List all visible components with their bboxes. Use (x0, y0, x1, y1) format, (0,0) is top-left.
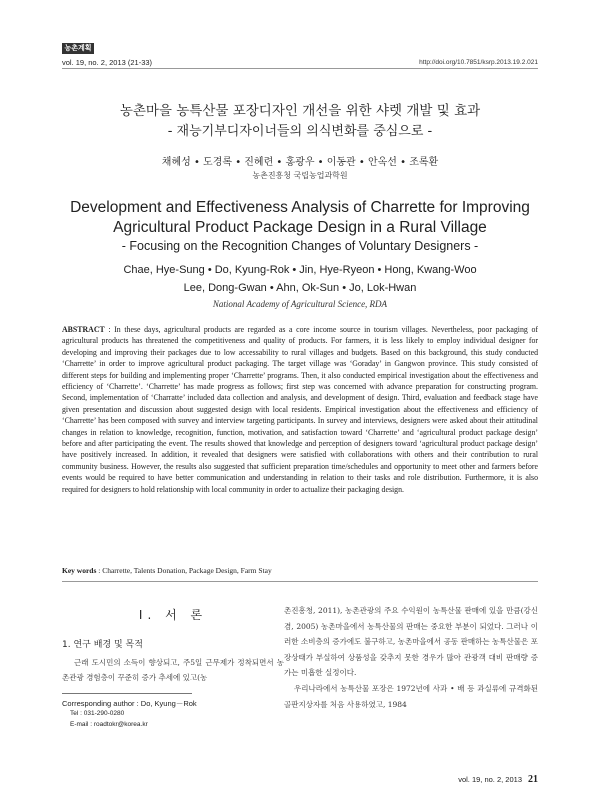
author-tel: Tel : 031-290-0280 (70, 710, 125, 717)
keywords-text: Charrette, Talents Donation, Package Design, Farm Stay (102, 566, 272, 575)
abstract-label: ABSTRACT (62, 325, 105, 334)
korean-authors: 채혜성 • 도경록 • 진혜련 • 홍광우 • 이동관 • 안옥선 • 조록환 (161, 157, 439, 168)
english-subtitle: - Focusing on the Recognition Changes of Voluntary Designers - (121, 239, 479, 253)
corresponding-author: Corresponding author : Do, Kyung－Rok (62, 699, 197, 708)
keywords: Key words : Charrette, Talents Donation, Package Design, Farm Stay (62, 566, 272, 575)
english-title-line2: Agricultural Product Package Design in a Rural Village (113, 219, 487, 236)
keywords-divider (62, 581, 538, 582)
keywords-label: Key words (62, 566, 97, 575)
journal-logo: 농촌계획 (62, 43, 94, 54)
section-heading: Ⅰ. 서 론 (138, 608, 208, 622)
doi-link[interactable]: http://doi.org/10.7851/ksrp.2013.19.2.021 (419, 59, 538, 66)
author-email[interactable]: E-mail : roadtokr@korea.kr (70, 721, 148, 728)
header-divider (62, 68, 538, 69)
subsection-heading: 1. 연구 배경 및 목적 (62, 640, 143, 650)
korean-affiliation: 농촌진흥청 국립농업과학원 (252, 171, 348, 180)
english-authors-line2: Lee, Dong-Gwan • Ahn, Ok-Sun • Jo, Lok-Hwan (183, 282, 417, 294)
page-number: 21 (528, 774, 538, 785)
right-column (284, 603, 538, 712)
footnote-divider (62, 693, 192, 694)
right-paragraph-1: 촌진흥청, 2011), 농촌관광의 주요 수익원이 농특산물 판매에 있을 만큼(강신겸, 2005) 농촌마을에서 농특산물의 판매는 중요한 부분이 되었다. 그러나 이러한 소비층의 증가에도 불구하고, 농촌마을에서 공동 판매하는 농특산물은 포장상태가 부실하여 상품성을 갖추지 못한 경우가 많아 관광객 대비 판매량 증가는 미흡한 실정이다. (284, 606, 538, 678)
english-affiliation: National Academy of Agricultural Science, RDA (212, 299, 388, 309)
korean-title: 농촌마을 농특산물 포장디자인 개선을 위한 샤렛 개발 및 효과 (119, 103, 481, 119)
page-footer (458, 774, 538, 785)
right-paragraph-2: 우리나라에서 농특산물 포장은 1972년에 사과 • 배 등 과실류에 규격화된 골판지상자를 처음 사용하였고, 1984 (284, 683, 538, 709)
abstract: ABSTRACT : In these days, agricultural products are regarded as a core income source in tourism villages. Nevertheless, poor packaging of agricultural products has threatened the competitiveness and quality of products. For farmers, it is less likely to employ individual designer for developing and improving their packages due to low accessability to rural villages and budgets. Based on this background, this study conducted ‘Charrette’ in order to improve agricultural product packaging. The target village was ‘Goraday’ in Gangwon province. This study consisted of different steps for building and implementing proper ‘Charrette’ programs. Then, it also conducted empirical investigation about the effectiveness and efficiency of ‘Charrette’. ‘Charrette’ has made progress as follows; first step was concerned with advance preparation for constructing program. Second, implementation of ‘Charratte’ included data collection and analysis, and development of design. Third, evaluation and feedback stage have given presentation and discussion about suggested design with local residents. Empirical investigation about the effectiveness and efficiency of ‘Charrette’ has been composed with survey and interview targeting participants. In survey and interviews, designers were asked about their attitudinal changes in relation to knowledge, recognition, function, motivation, and satisfaction toward ‘Charrette’ and ‘agricultural product package design’ before and after participating the event. The results showed that knowledge and perception of designers toward ‘agricultural product package design’ have positively increased. In addition, it revealed that designers were satisfied with collaborations with others and their contribution to rural community business. However, the results also suggested that sufficient preparation time/schedules and opportunity to meet other and farmers before events would be required to have better communication and understanding in relation to their tasks and role distribution. Furthermore, it is also required for designers to hold relationship with local community in order to actualize their packaging design. (62, 325, 538, 494)
abstract-text: In these days, agricultural products are regarded as a core income source in tourism villages. Nevertheless, poor packaging of agricultural products has threatened the competitiveness and quality of products. For farmers, it is less likely to employ individual designer for developing and improving their packages due to low accessability to rural villages and budgets. Based on this background, this study conducted ‘Charrette’ in order to improve agricultural product packaging. The target village was ‘Goraday’ in Gangwon province. This study consisted of different steps for building and implementing proper ‘Charrette’ programs. Then, it also conducted empirical investigation about the effectiveness and efficiency of ‘Charrette’. ‘Charrette’ has made progress as follows; first step was concerned with advance preparation for constructing program. Second, implementation of ‘Charratte’ included data collection and analysis, and development of design. Third, evaluation and feedback stage have given presentation and discussion about suggested design with local residents. Empirical investigation about the effectiveness and efficiency of ‘Charrette’ has been composed with survey and interview targeting participants. In survey and interviews, designers were asked about their attitudinal changes in relation to knowledge, recognition, function, motivation, and satisfaction toward ‘Charrette’ and ‘agricultural product package design’ before and after participating the event. The results showed that knowledge and perception of designers toward ‘agricultural product package design’ have positively increased. In addition, it revealed that designers were satisfied with collaborations with others and their contribution to rural community business. However, the results also suggested that sufficient preparation time/schedules and opportunity to meet other and farmers before events would be required to have better communication and understanding in relation to their tasks and role distribution. Furthermore, it is also required for designers to hold relationship with local community in order to actualize their packaging design. (62, 325, 538, 494)
english-authors-line1: Chae, Hye-Sung • Do, Kyung-Rok • Jin, Hye-Ryeon • Hong, Kwang-Woo (123, 264, 477, 276)
footer-issue: vol. 19, no. 2, 2013 (458, 775, 522, 784)
english-title-line1: Development and Effectiveness Analysis of Charrette for Improving (70, 199, 530, 216)
korean-subtitle: - 재능기부디자이너들의 의식변화를 중심으로 - (167, 124, 433, 139)
left-column-paragraph: 근래 도시민의 소득이 향상되고, 주5일 근무제가 정착되면서 농촌관광 경험층이 꾸준히 증가 추세에 있고(농 (62, 658, 284, 682)
volume-info: vol. 19, no. 2, 2013 (21-33) (62, 58, 153, 67)
